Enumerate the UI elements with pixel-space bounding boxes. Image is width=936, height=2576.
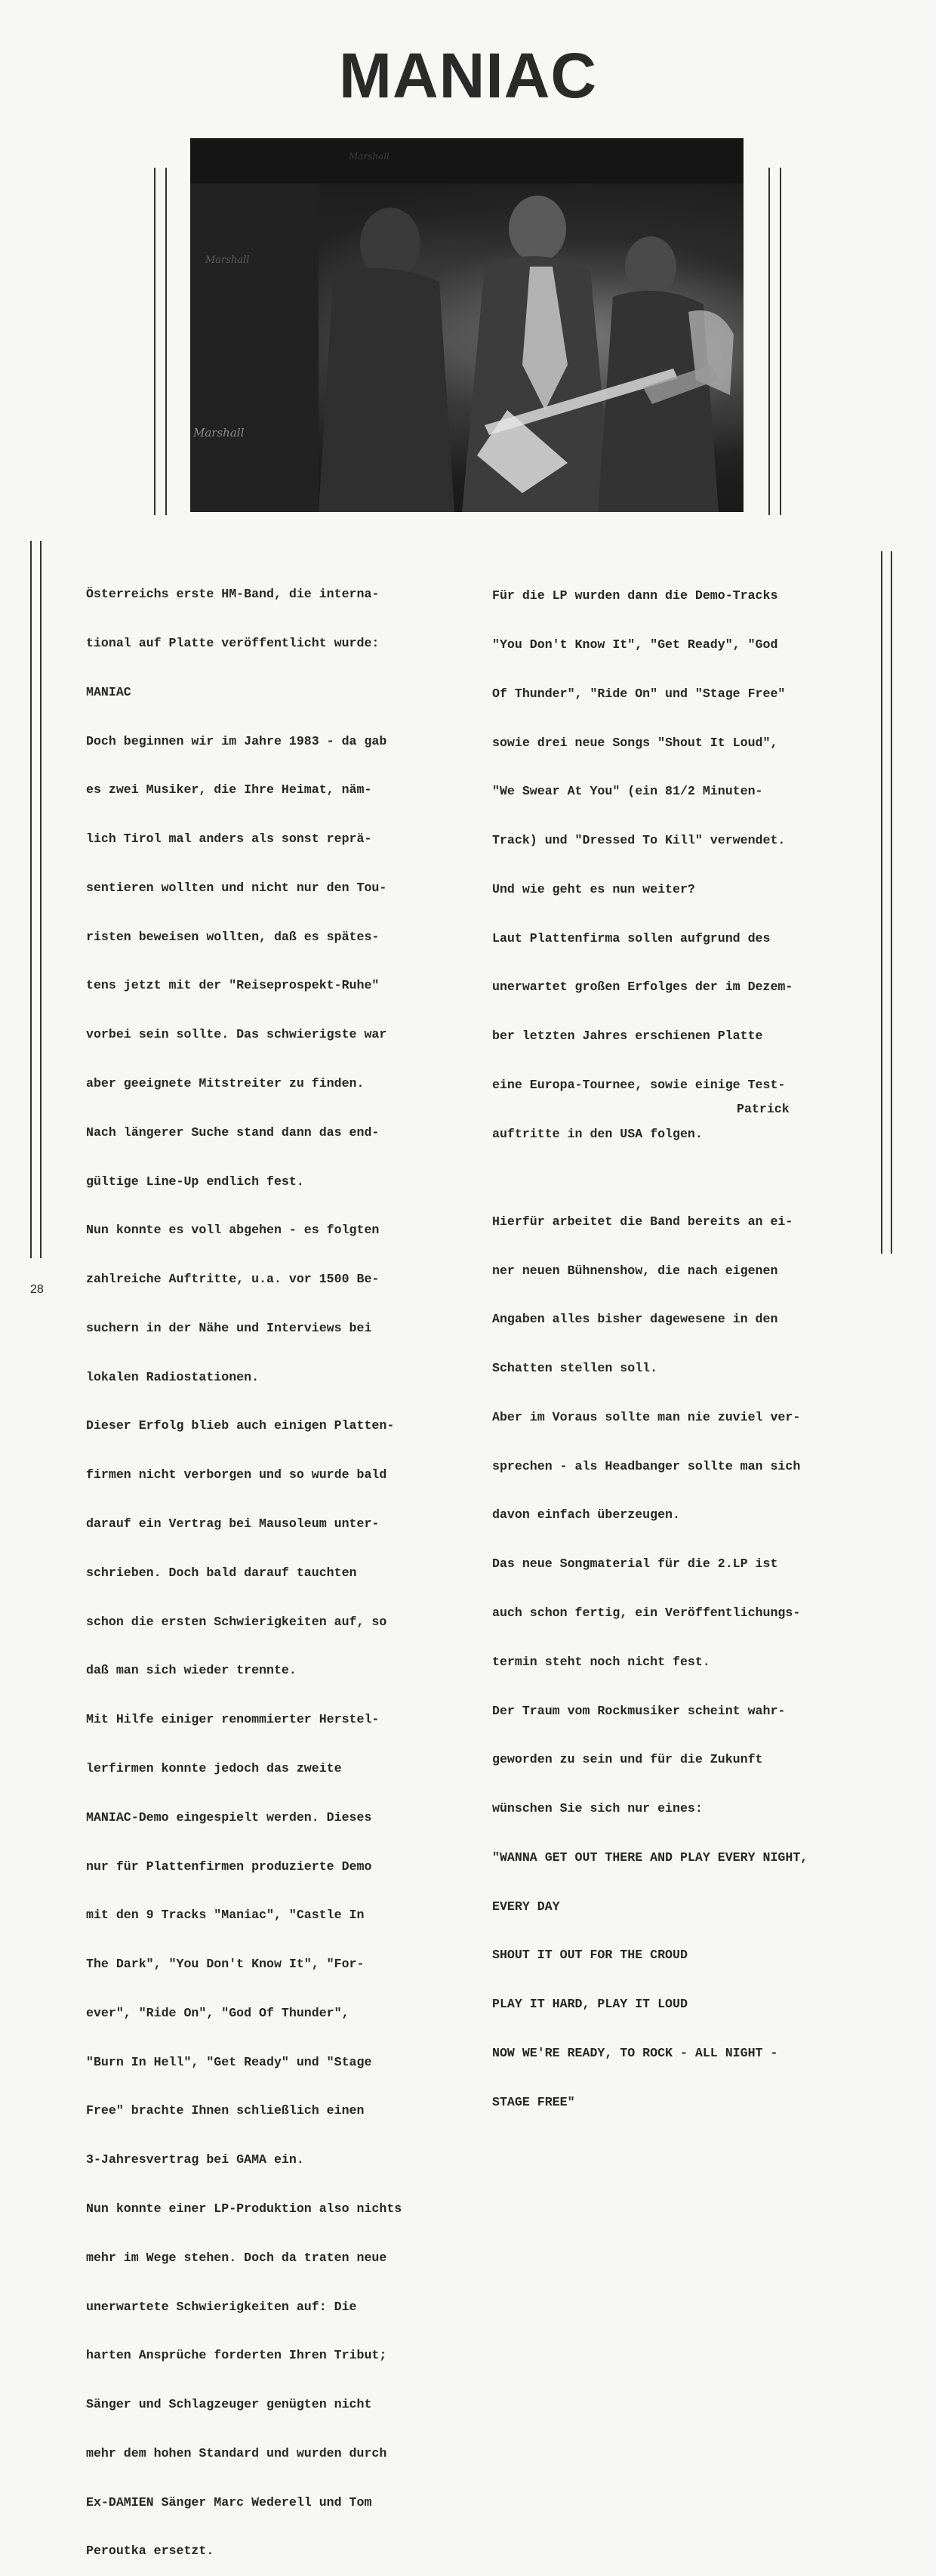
text-line: schon die ersten Schwierigkeiten auf, so <box>86 1614 387 1629</box>
amp-logo-3: Marshall <box>349 151 389 162</box>
article-title: MANIAC <box>339 40 597 111</box>
text-line: 3-Jahresvertrag bei GAMA ein. <box>86 2152 304 2167</box>
text-line: Sänger und Schlagzeuger genügten nicht <box>86 2397 372 2412</box>
text-line: mehr dem hohen Standard und wurden durch <box>86 2445 387 2460</box>
text-rule-right-1 <box>881 551 882 1254</box>
text-rule-right-2 <box>891 551 892 1254</box>
text-line: Dieser Erfolg blieb auch einigen Platten- <box>86 1418 395 1433</box>
text-line: PLAY IT HARD, PLAY IT LOUD <box>492 1997 688 2012</box>
text-line: suchern in der Nähe und Interviews bei <box>86 1320 372 1335</box>
text-line: Österreichs erste HM-Band, die interna- <box>86 587 380 602</box>
band-photo <box>190 138 744 512</box>
text-line: Hierfür arbeitet die Band bereits an ei- <box>492 1214 793 1229</box>
text-line: ber letzten Jahres erschienen Platte <box>492 1029 763 1044</box>
article-body-left <box>86 554 402 2576</box>
text-line: MANIAC <box>86 684 131 699</box>
text-line: ner neuen Bühnenshow, die nach eigenen <box>492 1263 778 1278</box>
text-line: Free" brachte Ihnen schließlich einen <box>86 2103 365 2118</box>
text-line: vorbei sein sollte. Das schwierigste war <box>86 1027 387 1042</box>
article-body-right <box>492 555 808 2127</box>
text-line: unerwartet großen Erfolges der im Dezem- <box>492 979 793 995</box>
text-line: auftritte in den USA folgen. <box>492 1126 703 1141</box>
photo-rule-left-2 <box>165 168 167 515</box>
text-line: aber geeignete Mitstreiter zu finden. <box>86 1076 365 1091</box>
text-line: "Burn In Hell", "Get Ready" und "Stage <box>86 2054 372 2069</box>
text-line: geworden zu sein und für die Zukunft <box>492 1752 763 1767</box>
text-line: NOW WE'RE READY, TO ROCK - ALL NIGHT - <box>492 2046 778 2061</box>
text-line: tional auf Platte veröffentlicht wurde: <box>86 635 380 650</box>
text-line: lich Tirol mal anders als sonst reprä- <box>86 831 372 847</box>
text-line: Doch beginnen wir im Jahre 1983 - da gab <box>86 733 387 748</box>
paragraph-gap <box>492 1175 808 1181</box>
amp-logo-2: Marshall <box>205 255 250 266</box>
text-line: Angaben alles bisher dagewesene in den <box>492 1312 778 1327</box>
text-line: sowie drei neue Songs "Shout It Loud", <box>492 735 778 750</box>
text-line: MANIAC-Demo eingespielt werden. Dieses <box>86 1809 372 1825</box>
amp-logo-1: Marshall <box>193 426 245 440</box>
text-line: Und wie geht es nun weiter? <box>492 881 695 896</box>
text-line: Schatten stellen soll. <box>492 1361 658 1376</box>
text-line: Laut Plattenfirma sollen aufgrund des <box>492 930 771 946</box>
text-line: mehr im Wege stehen. Doch da traten neue <box>86 2250 387 2265</box>
text-line: EVERY DAY <box>492 1899 560 1914</box>
text-line: termin steht noch nicht fest. <box>492 1654 710 1669</box>
text-line: gültige Line-Up endlich fest. <box>86 1174 304 1189</box>
text-line: zahlreiche Auftritte, u.a. vor 1500 Be- <box>86 1272 380 1287</box>
text-line: mit den 9 Tracks "Maniac", "Castle In <box>86 1908 365 1923</box>
text-line: Track) und "Dressed To Kill" verwendet. <box>492 833 786 848</box>
text-line: Das neue Songmaterial für die 2.LP ist <box>492 1556 778 1572</box>
text-line: Ex-DAMIEN Sänger Marc Wederell und Tom <box>86 2494 372 2510</box>
text-line: lerfirmen konnte jedoch das zweite <box>86 1760 342 1775</box>
text-line: sprechen - als Headbanger sollte man sich <box>492 1458 801 1473</box>
text-line: es zwei Musiker, die Ihre Heimat, näm- <box>86 782 372 797</box>
text-line: sentieren wollten und nicht nur den Tou- <box>86 880 387 895</box>
text-line: "You Don't Know It", "Get Ready", "God <box>492 637 778 652</box>
text-line: auch schon fertig, ein Veröffentlichungs- <box>492 1606 801 1620</box>
text-line: SHOUT IT OUT FOR THE CROUD <box>492 1948 688 1963</box>
text-line: The Dark", "You Don't Know It", "For- <box>86 1957 365 1972</box>
text-line: eine Europa-Tournee, sowie einige Test- <box>492 1078 786 1092</box>
text-line: Der Traum vom Rockmusiker scheint wahr- <box>492 1703 786 1718</box>
photo-rule-right-2 <box>780 168 781 515</box>
text-rule-left-2 <box>40 541 42 1258</box>
author-signature: Patrick <box>737 1102 790 1116</box>
photo-rule-left-1 <box>154 168 155 515</box>
text-line: schrieben. Doch bald darauf tauchten <box>86 1565 357 1580</box>
text-line: Aber im Voraus sollte man nie zuviel ver- <box>492 1409 801 1424</box>
text-line: nur für Plattenfirmen produzierte Demo <box>86 1859 372 1874</box>
text-line: harten Ansprüche forderten Ihren Tribut; <box>86 2348 387 2363</box>
text-line: Mit Hilfe einiger renommierter Herstel- <box>86 1712 380 1727</box>
text-line: Nach längerer Suche stand dann das end- <box>86 1124 380 1140</box>
text-line: Für die LP wurden dann die Demo-Tracks <box>492 588 778 603</box>
text-line: risten beweisen wollten, daß es spätes- <box>86 929 380 944</box>
text-line: Nun konnte einer LP-Produktion also nichts <box>86 2201 402 2216</box>
photo-rule-right-1 <box>768 168 770 515</box>
text-line: davon einfach überzeugen. <box>492 1507 680 1522</box>
text-line: "We Swear At You" (ein 81/2 Minuten- <box>492 784 763 799</box>
text-line: unerwartete Schwierigkeiten auf: Die <box>86 2299 357 2314</box>
text-rule-left-1 <box>30 541 32 1258</box>
text-line: "WANNA GET OUT THERE AND PLAY EVERY NIGHT, <box>492 1849 808 1865</box>
text-line: tens jetzt mit der "Reiseprospekt-Ruhe" <box>86 978 380 993</box>
text-line: Peroutka ersetzt. <box>86 2544 214 2559</box>
text-line: lokalen Radiostationen. <box>86 1369 260 1384</box>
text-line: wünschen Sie sich nur eines: <box>492 1801 703 1816</box>
text-line: STAGE FREE" <box>492 2094 575 2109</box>
text-line: Nun konnte es voll abgehen - es folgten <box>86 1223 380 1238</box>
text-line: firmen nicht verborgen und so wurde bald <box>86 1467 387 1482</box>
page-number: 28 <box>30 1283 44 1296</box>
text-line: Of Thunder", "Ride On" und "Stage Free" <box>492 686 786 701</box>
text-line: daß man sich wieder trennte. <box>86 1663 297 1678</box>
text-line: ever", "Ride On", "God Of Thunder", <box>86 2005 349 2020</box>
text-line: darauf ein Vertrag bei Mausoleum unter- <box>86 1516 380 1532</box>
band-photo-illustration <box>190 138 744 512</box>
